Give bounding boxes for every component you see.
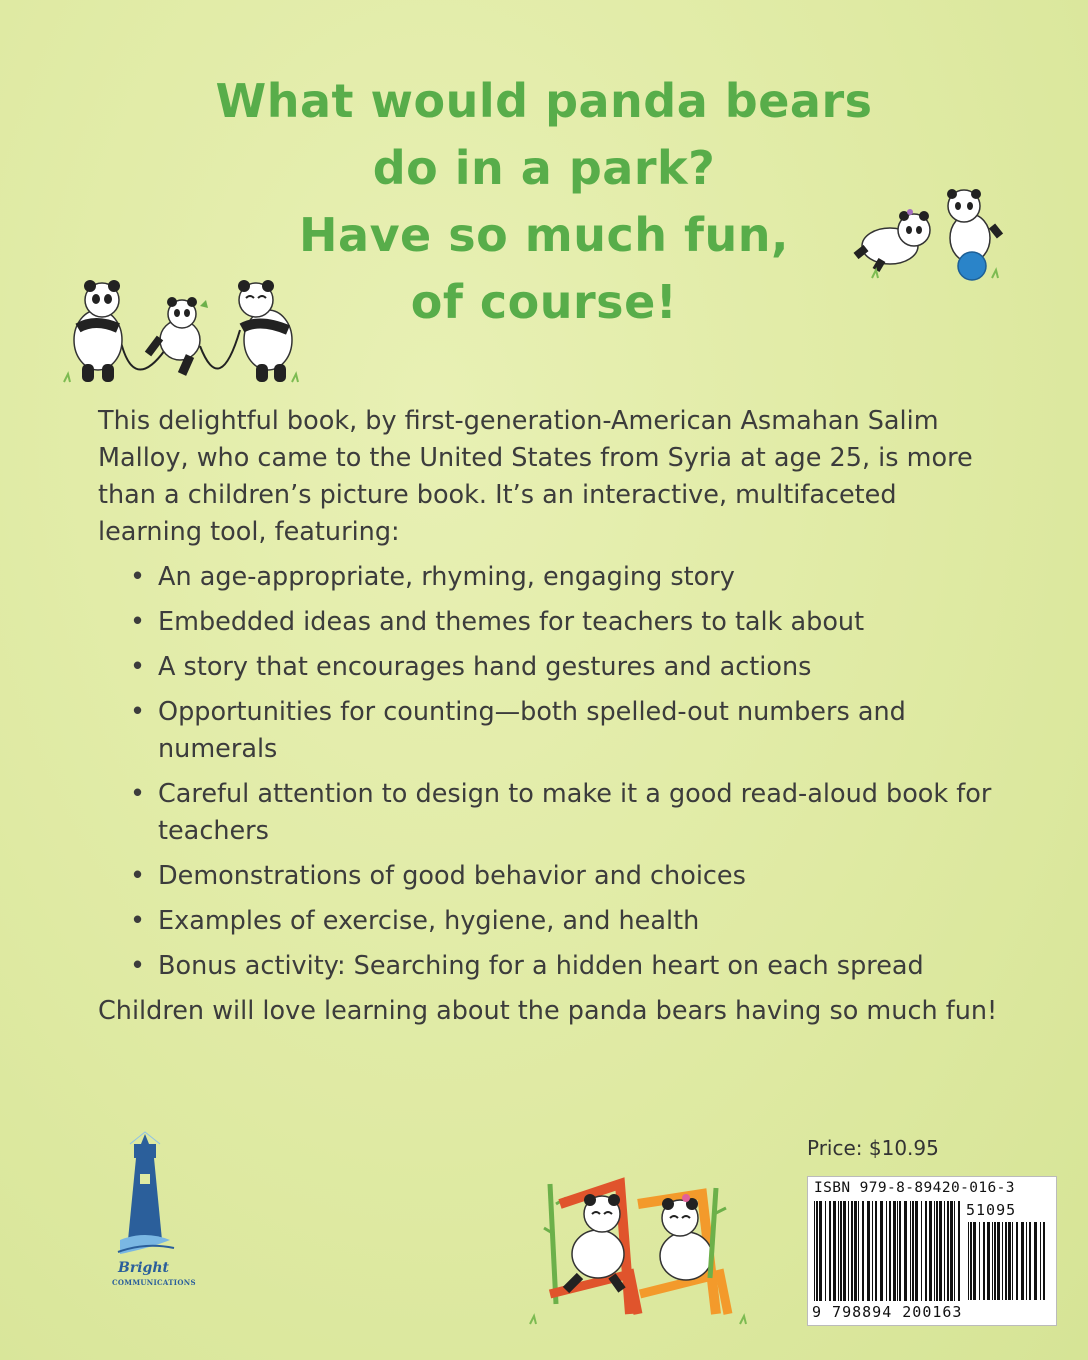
bullet-icon: • bbox=[130, 951, 146, 981]
headline-line-1: What would panda bears bbox=[215, 74, 873, 128]
isbn-barcode bbox=[807, 1176, 1057, 1326]
bullet-icon: • bbox=[130, 607, 146, 637]
feature-text: Demonstrations of good behavior and choices bbox=[158, 861, 746, 891]
publisher-sub: COMMUNICATIONS bbox=[112, 1278, 196, 1287]
feature-item bbox=[130, 604, 998, 641]
bullet-icon: • bbox=[130, 861, 146, 891]
feature-item bbox=[130, 694, 998, 768]
feature-item bbox=[130, 858, 998, 895]
feature-item bbox=[130, 649, 998, 686]
feature-text: Opportunities for counting—both spelled-out numbers and numerals bbox=[158, 697, 906, 764]
feature-item bbox=[130, 559, 998, 596]
pandas-ball-illustration bbox=[852, 186, 1012, 286]
feature-text: A story that encourages hand gestures and actions bbox=[158, 652, 812, 682]
feature-item bbox=[130, 776, 998, 850]
feature-list bbox=[98, 559, 998, 985]
isbn-label: ISBN 979-8-89420-016-3 bbox=[814, 1180, 1015, 1196]
bullet-icon: • bbox=[130, 906, 146, 936]
barcode-addon-number: 51095 bbox=[966, 1201, 1017, 1219]
feature-item bbox=[130, 903, 998, 940]
bullet-icon: • bbox=[130, 779, 146, 809]
feature-item bbox=[130, 948, 998, 985]
headline-line-2: do in a park? bbox=[372, 141, 716, 195]
pandas-jump-rope-illustration bbox=[60, 278, 310, 390]
bullet-icon: • bbox=[130, 652, 146, 682]
feature-text: Bonus activity: Searching for a hidden heart on each spread bbox=[158, 951, 924, 981]
headline-line-4: of course! bbox=[410, 275, 678, 329]
feature-text: Examples of exercise, hygiene, and health bbox=[158, 906, 700, 936]
feature-text: An age-appropriate, rhyming, engaging story bbox=[158, 562, 735, 592]
pandas-chairs-illustration bbox=[520, 1164, 760, 1334]
ean-number: 9 798894 200163 bbox=[812, 1303, 963, 1321]
bullet-icon: • bbox=[130, 562, 146, 592]
feature-text: Embedded ideas and themes for teachers to talk about bbox=[158, 607, 865, 637]
publisher-name: Bright bbox=[118, 1260, 169, 1276]
feature-text: Careful attention to design to make it a good read-aloud book for teachers bbox=[158, 779, 992, 846]
barcode-addon-bars bbox=[968, 1222, 1048, 1300]
description-outro: Children will love learning about the panda bears having so much fun! bbox=[98, 996, 998, 1026]
description-intro: This delightful book, by first-generation-American Asmahan Salim Malloy, who came to the United States from Syria at age 25, is more than a children’s picture book. It’s an interactive, multifaceted learning tool, featuring: bbox=[98, 406, 973, 547]
bullet-icon: • bbox=[130, 697, 146, 727]
headline-line-3: Have so much fun, bbox=[299, 208, 789, 262]
lighthouse-icon bbox=[100, 1130, 190, 1270]
book-description bbox=[98, 403, 998, 1030]
price-label: Price: $10.95 bbox=[807, 1136, 939, 1160]
publisher-logo bbox=[100, 1130, 196, 1300]
barcode-bars bbox=[814, 1201, 964, 1301]
